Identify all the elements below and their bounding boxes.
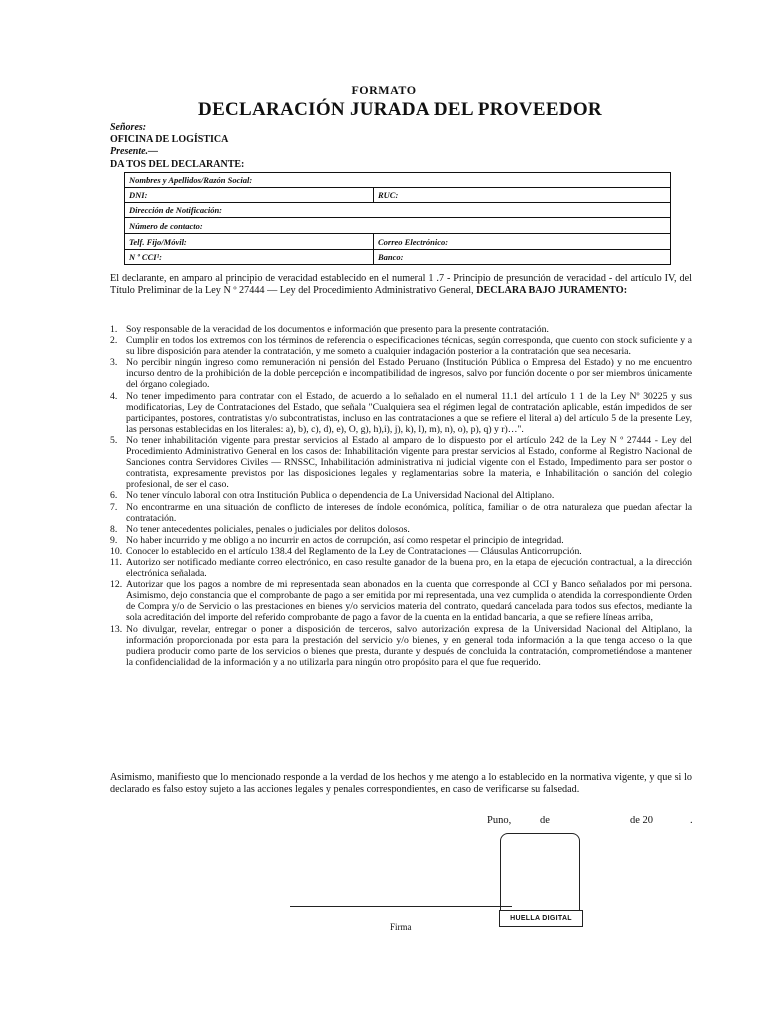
place-label: Puno, bbox=[487, 815, 512, 826]
declarant-data-table bbox=[124, 172, 671, 265]
dni-field[interactable]: DNI: bbox=[125, 188, 374, 203]
list-item: 10. Conocer lo establecido en el artículo 138.4 del Reglamento de la Ley de Contrataciones — Cláusulas Anticorrupción. bbox=[110, 545, 582, 557]
addressee-present: Presente.— bbox=[110, 146, 159, 157]
name-field[interactable]: Nombres y Apellidos/Razón Social: bbox=[125, 173, 671, 188]
fingerprint-label: HUELLA DIGITAL bbox=[499, 910, 583, 927]
list-item: 2. Cumplir en todos los extremos con los términos de referencia o especificaciones técnicas, según corresponda, que cuento con stock suficiente y a su libre disposición para atender la contratación, y me someto a cualquier indagación posterior a la contratación que sea necesaria. bbox=[110, 335, 692, 358]
intro-text: El declarante, en amparo al principio de veracidad establecido en el numeral 1 .7 - Principio de presunción de veracidad - del artículo IV, del Título Preliminar de la Ley N º 27444 — Ley del Procedimiento Administrativo General, bbox=[110, 273, 692, 296]
signature-line bbox=[290, 906, 512, 907]
signature-label: Firma bbox=[390, 922, 412, 932]
list-item: 7. No encontrarme en una situación de conflicto de intereses de índole económica, política, familiar o de otra naturaleza que puedan afectar la contratación. bbox=[110, 501, 692, 524]
list-item: 1. Soy responsable de la veracidad de los documentos e información que presento para la presente contratación. bbox=[110, 324, 549, 335]
closing-paragraph: Asimismo, manifiesto que lo mencionado responde a la verdad de los hechos y me atengo a lo establecido en la normativa vigente, y que si lo declarado es falso estoy sujeto a las acciones legales y penales correspondientes, en caso de verificarse su falsedad. bbox=[110, 772, 692, 795]
list-item: 4. No tener impedimento para contratar con el Estado, de acuerdo a lo señalado en el numeral 11.1 del artículo 1 1 de la Ley Nº 30225 y sus modificatorias, Ley de Contrataciones del Estado, que señala "Cualquiera sea el régimen legal de contratación aplicable, están impedidos de ser participantes, postores, contratistas y/o subcontratistas, incluso en las contrataciones a que se refiere el literal a) del artículo 5 de la presente Ley, las personas establecidas en los literales: a), b), c), d), e), O, g), h),i), j), k), l), m), n), o), p), q) y r)…". bbox=[110, 390, 692, 435]
date-period: . bbox=[690, 815, 693, 826]
list-item: 3. No percibir ningún ingreso como remuneración ni pensión del Estado Peruano (Institución Pública o Empresa del Estado) y no me encuentro incurso dentro de la prohibición de la doble percepción e incompatibilidad de ingresos, salvo por función docente o por ser miembros únicamente del órgano colegiado. bbox=[110, 357, 692, 391]
day-of-label: de bbox=[540, 815, 550, 826]
phone-field[interactable]: Telf. Fijo/Móvil: bbox=[125, 234, 374, 250]
list-item: 9. No haber incurrido y me obligo a no incurrir en actos de corrupción, así como respetar el principio de integridad. bbox=[110, 534, 564, 546]
ruc-field[interactable]: RUC: bbox=[374, 188, 671, 203]
list-item: 13. No divulgar, revelar, entregar o poner a disposición de terceros, salvo autorización expresa de la Universidad Nacional del Altiplano, la información proporcionada por esta para la prestación del servicio y/o bienes, y en general toda información a la que tenga acceso o la que pudiera producir como parte de los servicios o bienes que presta, durante y después de concluida la contratación, comprometiéndose a mantener la confidencialidad de la información y a no utilizarla para ningún otro propósito para el que fue requerido. bbox=[110, 623, 692, 668]
list-item: 5. No tener inhabilitación vigente para prestar servicios al Estado al amparo de lo dispuesto por el artículo 242 de la Ley N º 27444 - Ley del Procedimiento Administrativo General en los casos de: Inhabilitación vigente para prestar servicios al Estado, conforme al Registro Nacional de Sanciones contra Servidores Civiles — RNSSC, Inhabilitación administrativa ni judicial vigente con el Estado, Impedimento para ser postor o contratista, expresamente previstos por las disposiciones legales y reglamentarias sobre la materia, e Inhabilitación o sanción del colegio profesional, de ser el caso. bbox=[110, 434, 692, 491]
document-kicker: FORMATO bbox=[351, 83, 417, 97]
intro-paragraph bbox=[110, 273, 692, 296]
list-item: 6. No tener vínculo laboral con otra Institución Publica o dependencia de La Universidad Nacional del Altiplano. bbox=[110, 490, 555, 502]
cci-field[interactable]: N º CCI¹: bbox=[125, 250, 374, 265]
contact-number-field[interactable]: Número de contacto: bbox=[125, 218, 671, 234]
intro-emphasis: DECLARA BAJO JURAMENTO: bbox=[476, 284, 628, 296]
list-item: 8. No tener antecedentes policiales, penales o judiciales por delitos dolosos. bbox=[110, 523, 410, 535]
list-item: 11. Autorizo ser notificado mediante correo electrónico, en caso resulte ganador de la buena pro, en la etapa de ejecución contractual, a la dirección electrónica señalada. bbox=[110, 556, 692, 580]
declarant-section-heading: DA TOS DEL DECLARANTE: bbox=[110, 159, 245, 170]
addressee-salutation: Señores: bbox=[110, 122, 147, 133]
declaration-list bbox=[110, 324, 692, 668]
document-title: DECLARACIÓN JURADA DEL PROVEEDOR bbox=[198, 99, 602, 120]
addressee-office: OFICINA DE LOGÍSTICA bbox=[110, 134, 229, 145]
list-item: 12. Autorizar que los pagos a nombre de mi representada sean abonados en la cuenta que corresponde al CCI y Banco señalados por mi persona. Asimismo, dejo constancia que el comprobante de pago a ser emitida por mi representada, una vez cumplida o atendida la correspondiente Orden de Compra y/o de Servicio o las prestaciones en bienes y/o servicios materia del contrato, quedará cancelada para todos sus efectos, mediante la sola acreditación del importe del referido comprobante de pago a favor de la cuenta en la entidad bancaria, a que se refiere líneas arriba, bbox=[110, 579, 692, 624]
year-label: de 20 bbox=[630, 815, 654, 826]
addressee-block bbox=[110, 122, 244, 171]
address-field[interactable]: Dirección de Notificación: bbox=[125, 203, 671, 218]
bank-field[interactable]: Banco: bbox=[374, 250, 671, 265]
email-field[interactable]: Correo Electrónico: bbox=[374, 234, 671, 250]
